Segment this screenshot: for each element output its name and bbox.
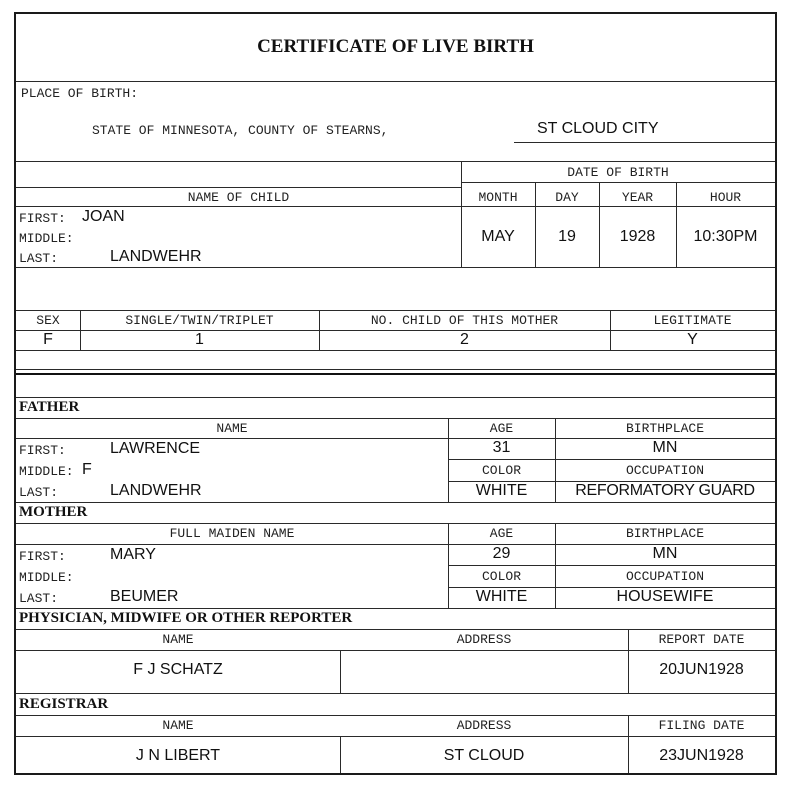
legitimate-value: Y	[687, 331, 698, 348]
filing-date: 23JUN1928	[659, 747, 744, 764]
birth-city: ST CLOUD CITY	[537, 120, 659, 137]
child-last-label: LAST:	[19, 251, 59, 266]
child-first-name: JOAN	[82, 208, 125, 225]
child-number-header: NO. CHILD OF THIS MOTHER	[370, 313, 559, 328]
father-section-label: FATHER	[19, 399, 80, 415]
mother-occupation-header: OCCUPATION	[625, 569, 704, 584]
father-middle-label: MIDDLE:	[19, 464, 74, 479]
mother-section-label: MOTHER	[19, 504, 88, 520]
registrar-name-header: NAME	[162, 718, 194, 733]
mother-color: WHITE	[475, 588, 528, 605]
plurality-header: SINGLE/TWIN/TRIPLET	[125, 313, 274, 328]
year-header: YEAR	[621, 190, 654, 205]
day-header: DAY	[555, 190, 579, 205]
physician-section-label: PHYSICIAN, MIDWIFE OR OTHER REPORTER	[19, 610, 353, 626]
hour-header: HOUR	[709, 190, 742, 205]
mother-occupation: HOUSEWIFE	[616, 588, 714, 605]
father-birthplace-header: BIRTHPLACE	[625, 421, 704, 436]
father-first-label: FIRST:	[19, 443, 66, 458]
mother-first-label: FIRST:	[19, 549, 66, 564]
report-date: 20JUN1928	[659, 661, 744, 678]
physician-name-header: NAME	[162, 632, 194, 647]
physician-name: F J SCHATZ	[133, 661, 223, 678]
child-number-value: 2	[460, 331, 469, 348]
date-of-birth-header: DATE OF BIRTH	[567, 165, 669, 180]
child-middle-label: MIDDLE:	[19, 231, 74, 246]
mother-first-name: MARY	[110, 546, 156, 563]
birth-day: 19	[558, 228, 576, 245]
birth-hour: 10:30PM	[693, 228, 758, 245]
registrar-section-label: REGISTRAR	[19, 696, 109, 712]
father-last-label: LAST:	[19, 485, 59, 500]
report-date-header: REPORT DATE	[658, 632, 745, 647]
place-of-birth-label: PLACE OF BIRTH:	[21, 86, 139, 101]
mother-last-name: BEUMER	[110, 588, 179, 605]
filing-date-header: FILING DATE	[658, 718, 745, 733]
mother-age-header: AGE	[489, 526, 514, 541]
mother-last-label: LAST:	[19, 591, 59, 606]
legitimate-header: LEGITIMATE	[653, 313, 732, 328]
month-header: MONTH	[478, 190, 518, 205]
birth-certificate	[14, 12, 777, 775]
mother-birthplace: MN	[652, 545, 678, 562]
father-name-header: NAME	[216, 421, 248, 436]
child-name-header: NAME OF CHILD	[187, 190, 290, 205]
mother-middle-label: MIDDLE:	[19, 570, 74, 585]
father-first-name: LAWRENCE	[110, 440, 201, 457]
certificate-title: CERTIFICATE OF LIVE BIRTH	[257, 36, 534, 57]
mother-age: 29	[492, 545, 511, 562]
registrar-address-header: ADDRESS	[456, 718, 512, 733]
plurality-value: 1	[195, 331, 204, 348]
sex-value: F	[43, 331, 53, 348]
registrar-address: ST CLOUD	[443, 747, 525, 764]
father-occupation: REFORMATORY GUARD	[575, 482, 755, 499]
child-first-label: FIRST:	[19, 211, 66, 226]
child-last-name: LANDWEHR	[110, 248, 202, 265]
mother-birthplace-header: BIRTHPLACE	[625, 526, 704, 541]
birth-month: MAY	[481, 228, 515, 245]
mother-color-header: COLOR	[481, 569, 521, 584]
mother-name-header: FULL MAIDEN NAME	[169, 526, 295, 541]
father-color-header: COLOR	[481, 463, 521, 478]
father-occupation-header: OCCUPATION	[625, 463, 704, 478]
father-color: WHITE	[475, 482, 528, 499]
state-county-text: STATE OF MINNESOTA, COUNTY OF STEARNS,	[92, 123, 389, 138]
registrar-name: J N LIBERT	[135, 747, 221, 764]
sex-header: SEX	[36, 313, 60, 328]
father-birthplace: MN	[652, 439, 678, 456]
father-middle-name: F	[82, 461, 92, 478]
father-age-header: AGE	[489, 421, 514, 436]
birth-year: 1928	[619, 228, 656, 245]
physician-address-header: ADDRESS	[456, 632, 512, 647]
father-age: 31	[492, 439, 511, 456]
father-last-name: LANDWEHR	[110, 482, 202, 499]
